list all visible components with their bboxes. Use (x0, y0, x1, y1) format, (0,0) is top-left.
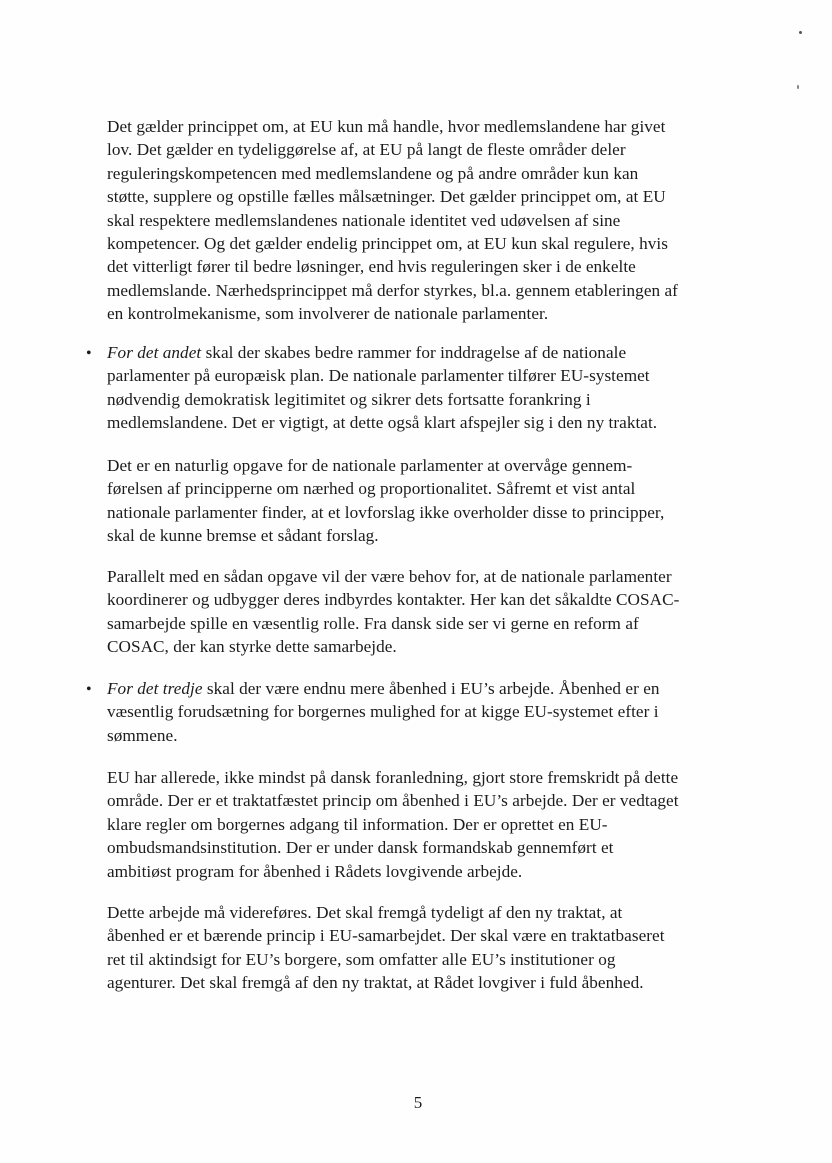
text-line: det vitterligt fører til bedre løsninger, end hvis reguleringen sker i de enkelte (107, 257, 636, 277)
text-line: koordinerer og udbygger deres indbyrdes kontakter. Her kan det såkaldte COSAC- (107, 590, 680, 610)
text-line: parlamenter på europæisk plan. De nationale parlamenter tilfører EU-systemet (107, 366, 650, 386)
bullet-marker: • (86, 345, 92, 362)
bullet-line-rest: skal der skabes bedre rammer for inddragelse af de nationale (201, 343, 627, 362)
text-line: en kontrolmekanisme, som involverer de nationale parlamenter. (107, 304, 549, 324)
text-line: Det gælder princippet om, at EU kun må handle, hvor medlemslandene har givet (107, 117, 666, 136)
text-line: åbenhed er et bærende princip i EU-samarbejdet. Der skal være en traktatbaseret (107, 926, 665, 946)
text-line: Dette arbejde må videreføres. Det skal fremgå tydeligt af den ny traktat, at (107, 903, 623, 922)
text-line: sømmene. (107, 725, 178, 745)
text-line (107, 677, 660, 700)
bullet-intro: For det tredje (107, 679, 203, 698)
text-line: ambitiøst program for åbenhed i Rådets lovgivende arbejde. (107, 861, 523, 881)
text-line: medlemslande. Nærhedsprincippet må derfor styrkes, bl.a. gennem etableringen af (107, 280, 678, 300)
text-line: støtte, supplere og opstille fælles målsætninger. Det gælder princippet om, at EU (107, 187, 666, 207)
text-line: ombudsmandsinstitution. Der er under dansk formandskab gennemført et (107, 838, 614, 858)
text-line: nødvendig demokratisk legitimitet og sikrer dets fortsatte forankring i (107, 389, 591, 409)
paragraph-2 (107, 454, 664, 548)
text-line: agenturer. Det skal fremgå af den ny traktat, at Rådet lovgiver i fuld åbenhed. (107, 973, 644, 993)
text-line: nationale parlamenter finder, at et lovforslag ikke overholder disse to principper, (107, 502, 665, 522)
paragraph-1 (107, 115, 678, 326)
text-line: samarbejde spille en væsentlig rolle. Fra dansk side ser vi gerne en reform af (107, 613, 639, 633)
text-line: Det er en naturlig opgave for de nationale parlamenter at overvåge gennem- (107, 456, 633, 475)
text-line: Parallelt med en sådan opgave vil der være behov for, at de nationale parlamenter (107, 567, 672, 586)
text-line (107, 341, 657, 364)
bullet-intro: For det andet (107, 343, 202, 362)
text-line: reguleringskompetencen med medlemslandene og på andre områder kun kan (107, 163, 639, 183)
bullet-line-rest: skal der være endnu mere åbenhed i EU’s arbejde. Åbenhed er en (202, 679, 660, 698)
text-line: førelsen af principperne om nærhed og proportionalitet. Såfremt et vist antal (107, 479, 636, 499)
text-line: ret til aktindsigt for EU’s borgere, som omfatter alle EU’s institutioner og (107, 949, 616, 969)
text-line: COSAC, der kan styrke dette samarbejde. (107, 637, 397, 657)
text-line: skal respektere medlemslandenes nationale identitet ved udøvelsen af sine (107, 210, 621, 230)
bullet-paragraph-2 (107, 677, 660, 747)
scan-speck (799, 31, 802, 34)
text-line: lov. Det gælder en tydeliggørelse af, at EU på langt de fleste områder deler (107, 140, 626, 160)
scan-speck (797, 85, 799, 89)
text-line: område. Der er et traktatfæstet princip om åbenhed i EU’s arbejde. Der er vedtaget (107, 791, 679, 811)
bullet-paragraph-1 (107, 341, 657, 435)
paragraph-5 (107, 901, 665, 995)
text-line: EU har allerede, ikke mindst på dansk foranledning, gjort store fremskridt på dette (107, 768, 679, 787)
text-line: kompetencer. Og det gælder endelig princippet om, at EU kun skal regulere, hvis (107, 234, 668, 254)
text-line: skal de kunne bremse et sådant forslag. (107, 526, 379, 546)
paragraph-3 (107, 565, 679, 659)
paragraph-4 (107, 766, 679, 883)
text-line: væsentlig forudsætning for borgernes mulighed for at kigge EU-systemet efter i (107, 702, 659, 722)
page-number: 5 (413, 1093, 423, 1112)
text-line: klare regler om borgernes adgang til information. Der er oprettet en EU- (107, 814, 608, 834)
text-line: medlemslandene. Det er vigtigt, at dette også klart afspejler sig i den ny traktat. (107, 413, 658, 433)
bullet-marker: • (86, 681, 92, 698)
